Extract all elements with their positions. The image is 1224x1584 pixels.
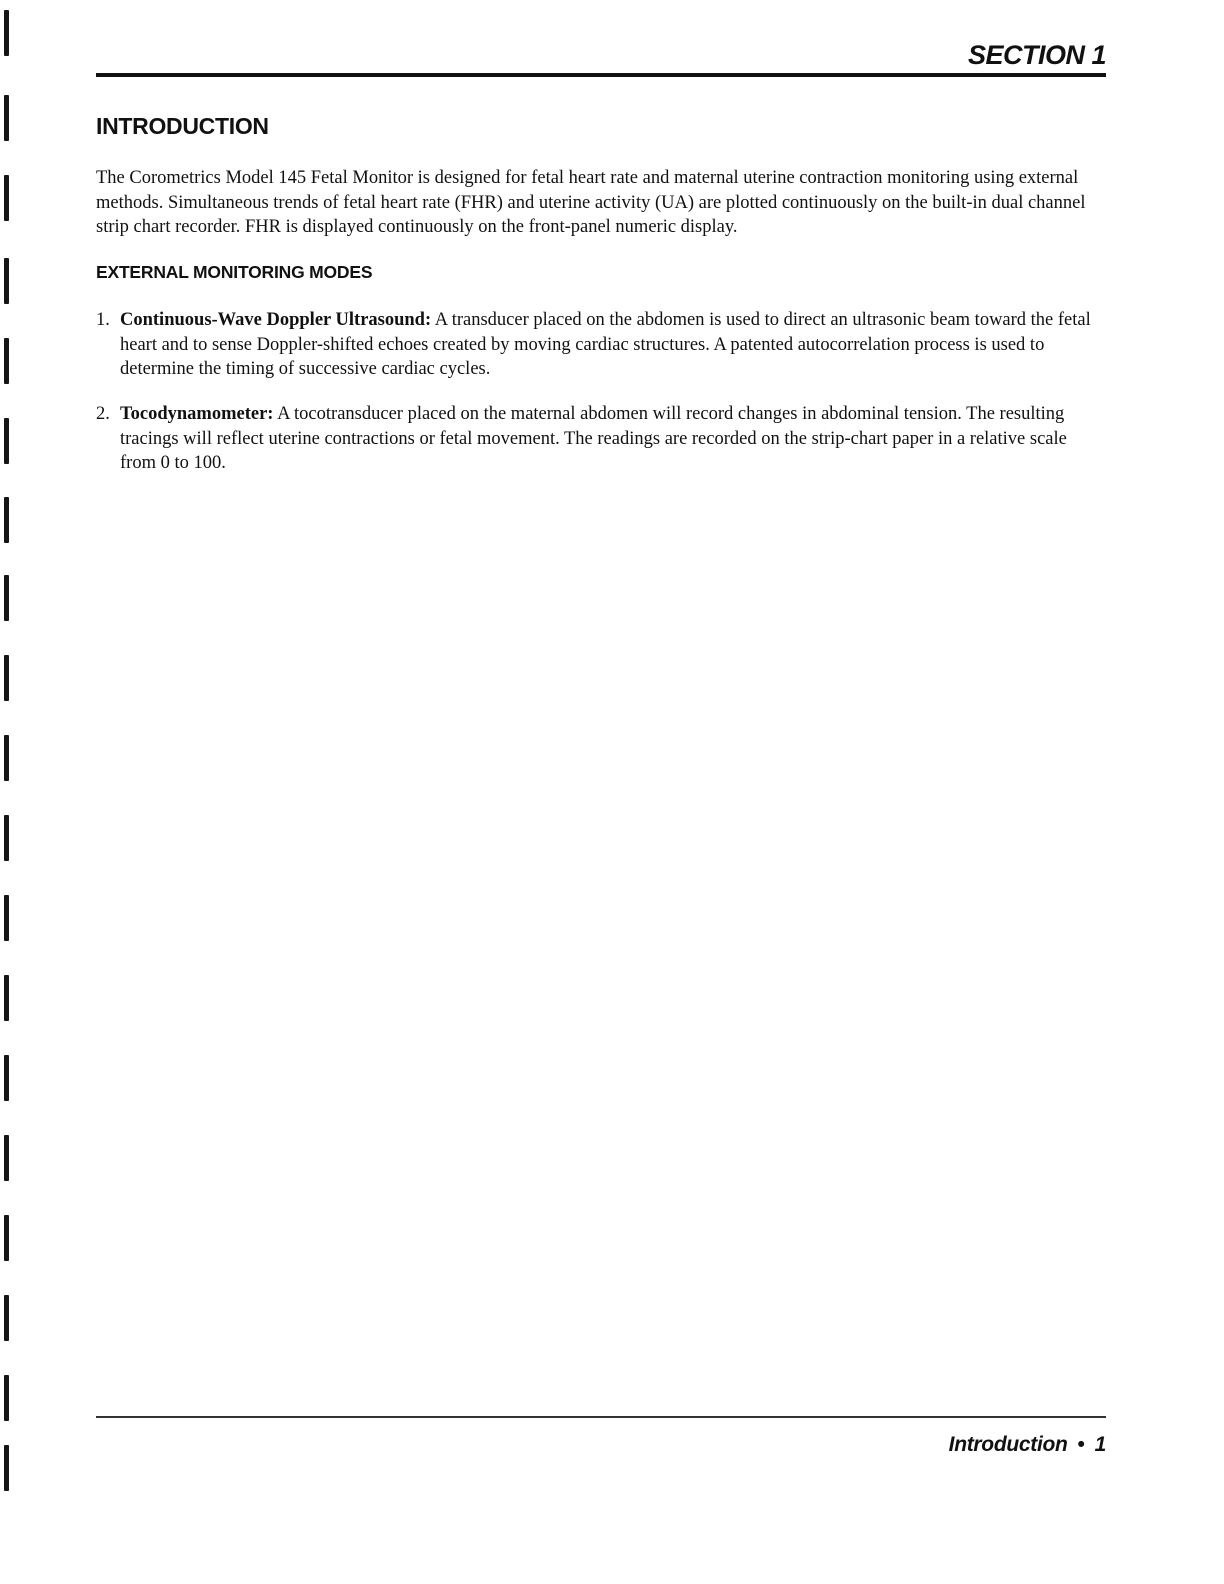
binding-mark bbox=[4, 1445, 9, 1491]
binding-mark bbox=[4, 1055, 9, 1101]
footer-label: Introduction bbox=[948, 1433, 1068, 1456]
list-item-doppler bbox=[96, 308, 1096, 382]
list-item-description: A transducer placed on the abdomen is used to direct an ultrasonic beam toward the fetal heart and to sense Doppler-shifted echoes created by moving cardiac structures. A patented autocorrelation process is used to determine the timing of successive cardiac cycles. bbox=[120, 310, 1091, 379]
footer-bullet: • bbox=[1077, 1433, 1085, 1456]
list-item-number: 2. bbox=[96, 404, 110, 424]
page-footer bbox=[96, 1433, 1106, 1457]
section-header: SECTION 1 bbox=[967, 40, 1106, 70]
list-item-description: A tocotransducer placed on the maternal abdomen will record changes in abdominal tension. The resulting tracings will reflect uterine contractions or fetal movement. The readings are recorded on the strip-chart paper in a relative scale from 0 to 100. bbox=[120, 404, 1067, 473]
list-item-term: Continuous-Wave Doppler Ultrasound: bbox=[120, 310, 432, 330]
binding-mark bbox=[4, 10, 9, 56]
list-item-body bbox=[120, 308, 1096, 382]
header-rule bbox=[96, 73, 1106, 77]
binding-mark bbox=[4, 175, 9, 221]
list-item-number: 1. bbox=[96, 310, 110, 330]
binding-mark bbox=[4, 1375, 9, 1421]
binding-mark bbox=[4, 418, 9, 464]
binding-mark bbox=[4, 338, 9, 384]
list-item-body bbox=[120, 402, 1096, 476]
binding-marks bbox=[4, 0, 12, 1584]
binding-mark bbox=[4, 575, 9, 621]
page-title: INTRODUCTION bbox=[96, 113, 269, 139]
binding-mark bbox=[4, 655, 9, 701]
footer-rule bbox=[96, 1416, 1106, 1418]
binding-mark bbox=[4, 95, 9, 141]
binding-mark bbox=[4, 1215, 9, 1261]
binding-mark bbox=[4, 1135, 9, 1181]
binding-mark bbox=[4, 815, 9, 861]
binding-mark bbox=[4, 895, 9, 941]
page-number: 1 bbox=[1094, 1433, 1106, 1456]
list-item-tocodynamometer bbox=[96, 402, 1096, 476]
subheading-external-monitoring-modes: EXTERNAL MONITORING MODES bbox=[96, 262, 373, 282]
binding-mark bbox=[4, 258, 9, 304]
intro-paragraph: The Corometrics Model 145 Fetal Monitor is designed for fetal heart rate and maternal uterine contraction monitoring using external methods. Simultaneous trends of fetal heart rate (FHR) and uterine activity (UA) are plotted continuously on the built-in dual channel strip chart recorder. FHR is displayed continuously on the front-panel numeric display. bbox=[96, 168, 1086, 237]
binding-mark bbox=[4, 1295, 9, 1341]
list-item-term: Tocodynamometer: bbox=[120, 404, 274, 424]
binding-mark bbox=[4, 975, 9, 1021]
binding-mark bbox=[4, 497, 9, 543]
binding-mark bbox=[4, 735, 9, 781]
